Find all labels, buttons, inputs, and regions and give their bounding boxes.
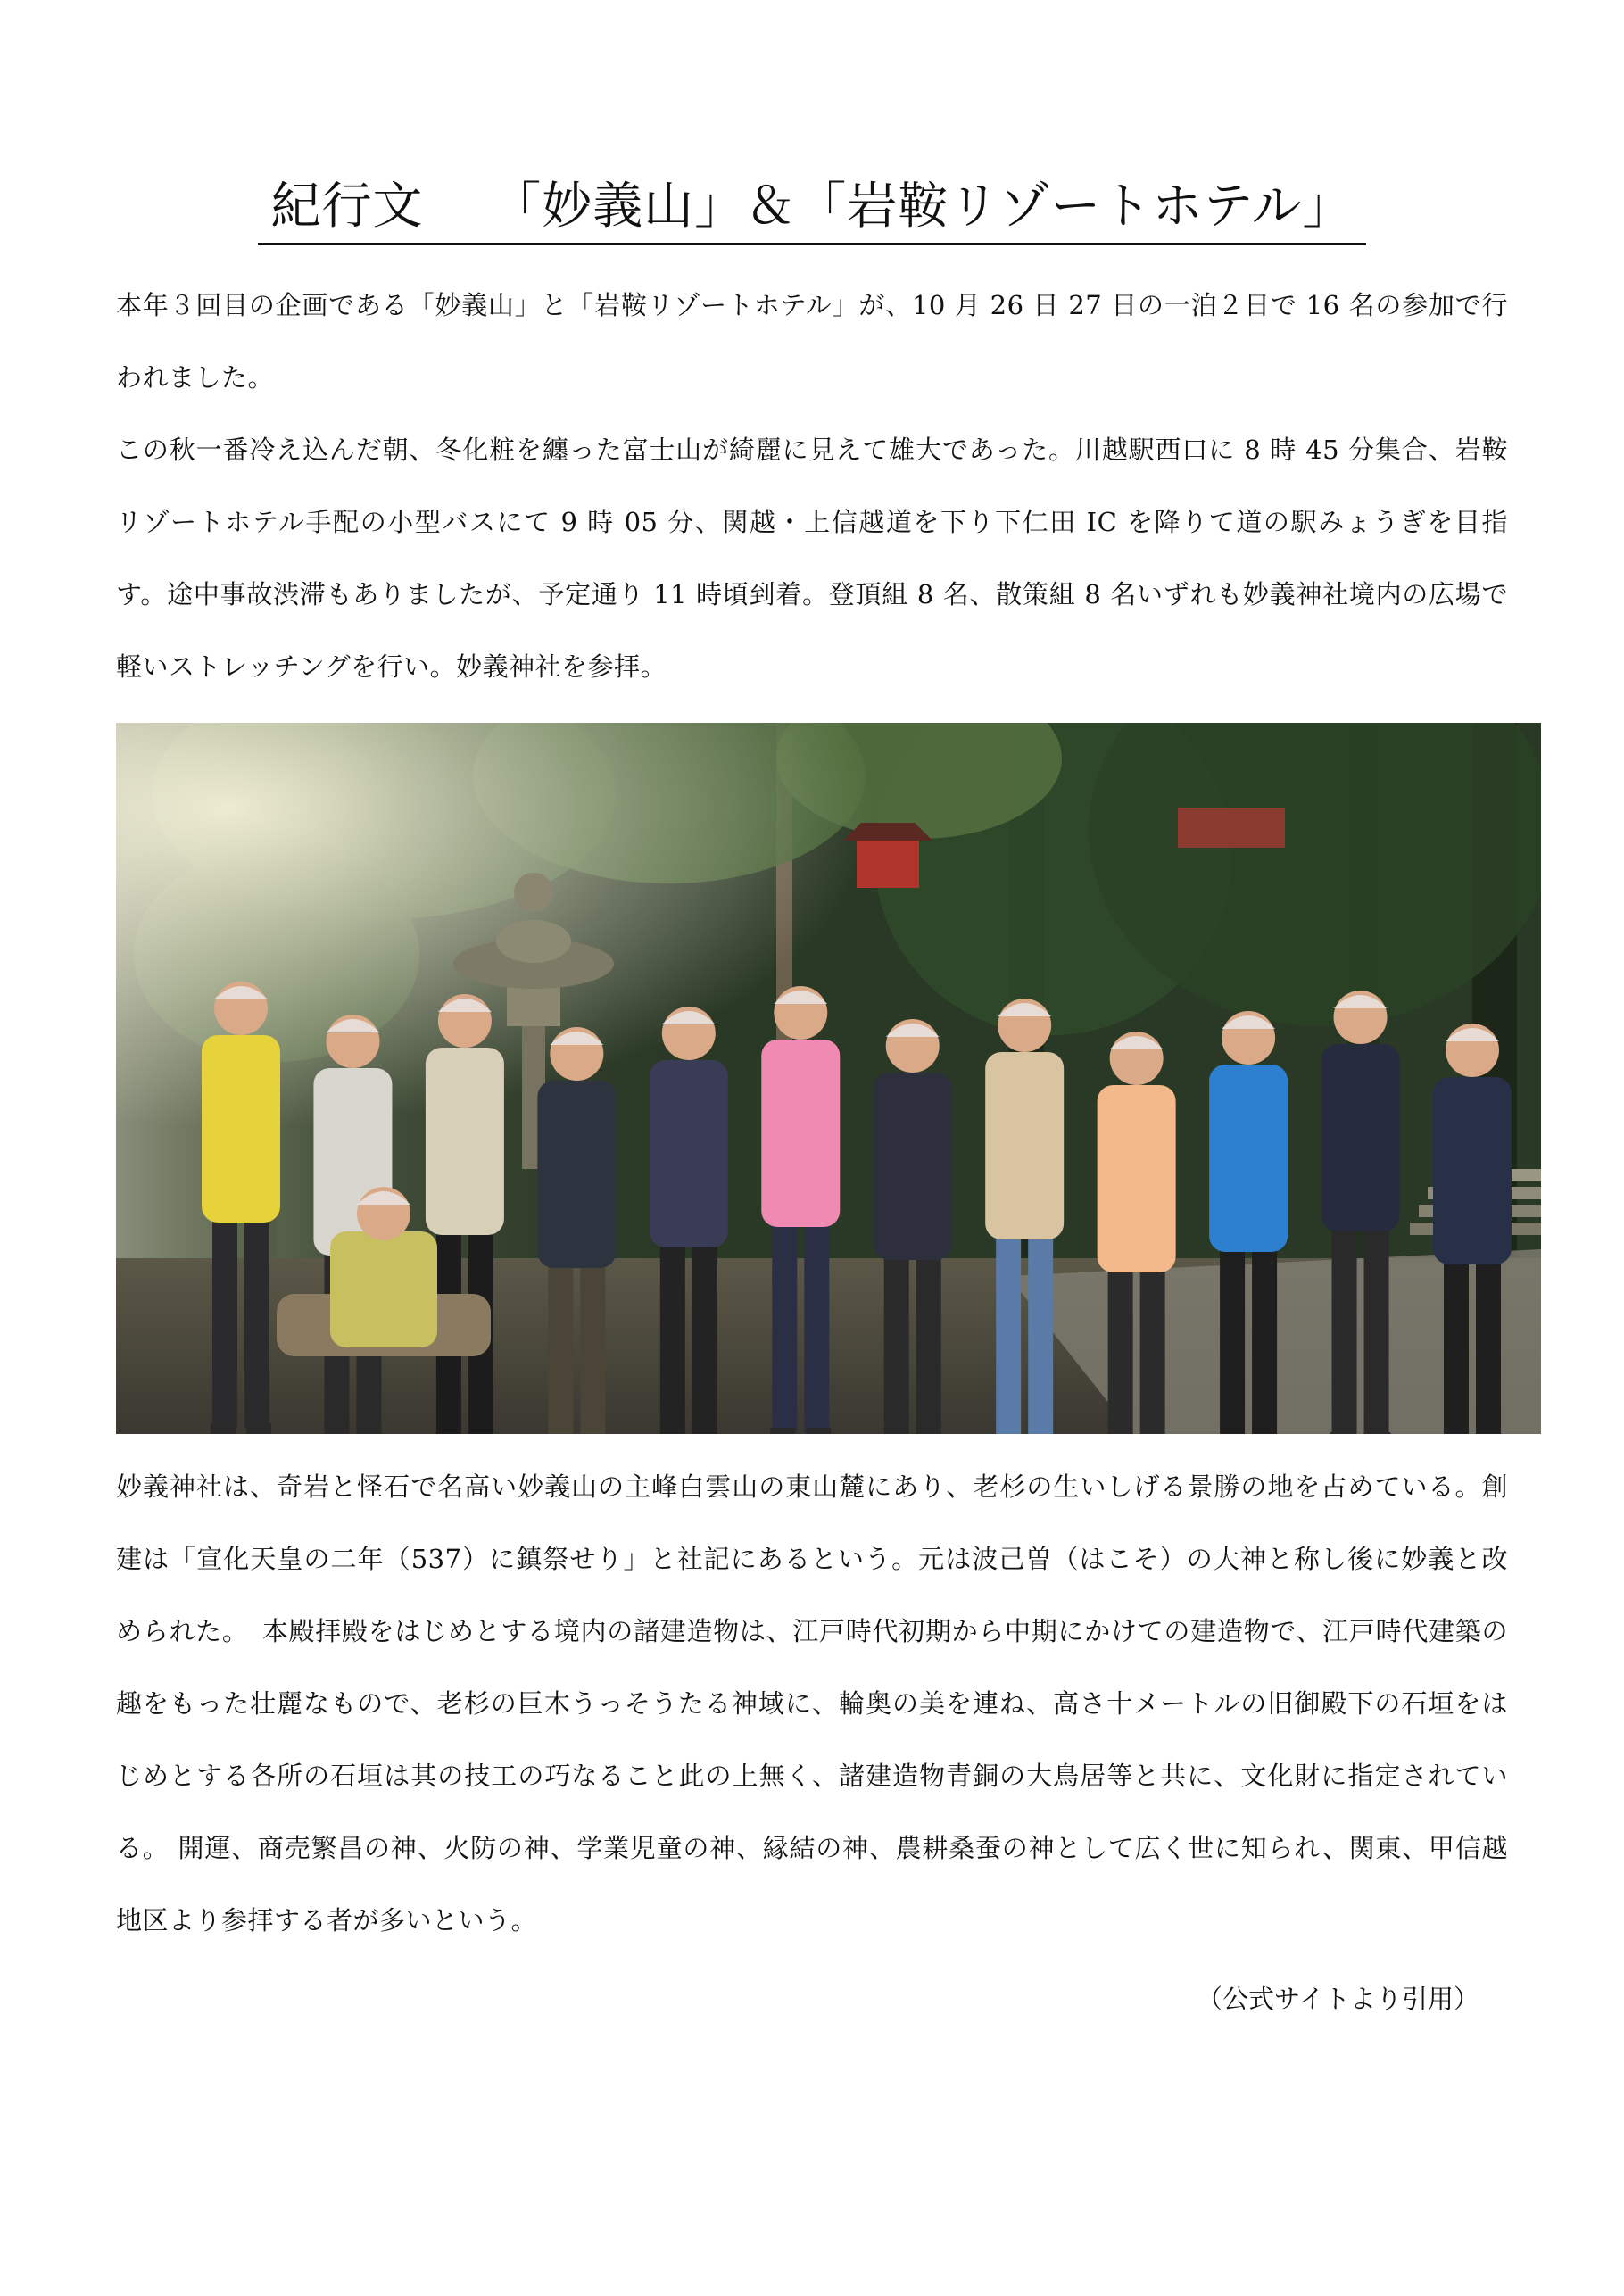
intro-paragraph: 本年３回目の企画である「妙義山」と「岩鞍リゾートホテル」が、10 月 26 日 27 日の一泊２日で 16 名の参加で行われました。: [116, 290, 1508, 393]
citation: （公式サイトより引用）: [1197, 1984, 1479, 2014]
group-photo: [116, 723, 1541, 1434]
shrine-paragraph: 妙義神社は、奇岩と怪石で名高い妙義山の主峰白雲山の東山麓にあり、老杉の生いしげる景勝の地を占めている。創建は「宣化天皇の二年（537）に鎮祭せり」と社記にあるという。元は波己曽（はこそ）の大神と称し後に妙義と改められた。 本殿拝殿をはじめとする境内の諸建造物は、江戸時代初期から中期にかけての建造物で、江戸時代建築の趣をもった壮麗なもので、老杉の巨木うっそうたる神域に、輪奥の美を連ね、高さ十メートルの旧御殿下の石垣をはじめとする各所の石垣は其の技工の巧なること此の上無く、諸建造物青銅の大鳥居等と共に、文化財に指定されている。 開運、商売繁昌の神、火防の神、学業児童の神、縁結の神、農耕桑蚕の神として広く世に知られ、関東、甲信越地区より参拝する者が多いという。: [116, 1471, 1508, 1935]
title-text: 紀行文 「妙義山」＆「岩鞍リゾートホテル」: [258, 175, 1365, 245]
journey-paragraph: この秋一番冷え込んだ朝、冬化粧を纏った富士山が綺麗に見えて雄大であった。川越駅西口に 8 時 45 分集合、岩鞍リゾートホテル手配の小型バスにて 9 時 05 分、関越・上信越道を下り下仁田 IC を降りて道の駅みょうぎを目指す。途中事故渋滞もありましたが、予定通り 11 時頃到着。登頂組 8 名、散策組 8 名いずれも妙義神社境内の広場で軽いストレッチングを行い。妙義神社を参拝。: [116, 435, 1508, 682]
article-title: [0, 175, 1624, 245]
group-photo-illustration: [116, 723, 1541, 1434]
